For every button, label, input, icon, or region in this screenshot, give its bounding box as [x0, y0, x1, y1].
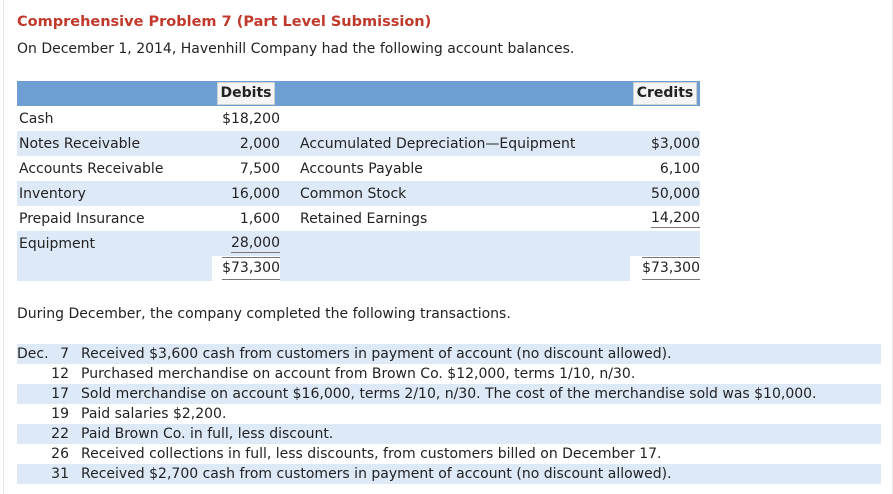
debit-amount: $18,200 [222, 110, 280, 127]
debit-amount: 16,000 [231, 185, 280, 202]
balance-row [17, 206, 700, 231]
transaction-text: Paid Brown Co. in full, less discount. [81, 426, 334, 442]
transaction-row [17, 444, 881, 464]
transaction-day: 19 [51, 406, 69, 422]
transaction-text: Received collections in full, less discounts, from customers billed on December 17. [81, 446, 662, 462]
transaction-row [17, 424, 881, 444]
balance-row [17, 156, 700, 181]
debit-account-name: Accounts Receivable [19, 160, 164, 177]
credit-amount: 14,200 [651, 209, 700, 226]
credit-amount: 6,100 [659, 160, 700, 177]
balance-row [17, 181, 700, 206]
transaction-row [17, 384, 881, 404]
balances-total-row [17, 256, 700, 281]
debit-account-name: Notes Receivable [19, 135, 141, 152]
balances-table [17, 81, 700, 281]
balance-row [17, 131, 700, 156]
transaction-row [17, 364, 881, 384]
transaction-row [17, 464, 881, 484]
transaction-row [17, 404, 881, 424]
credit-account-name: Accounts Payable [300, 160, 423, 177]
transaction-text: Received $2,700 cash from customers in payment of account (no discount allowed). [81, 466, 672, 482]
intro-text: On December 1, 2014, Havenhill Company had the following account balances. [17, 41, 575, 57]
credit-account-name: Common Stock [300, 185, 407, 202]
balance-row [17, 231, 700, 256]
transaction-day: 12 [51, 366, 69, 382]
debit-amount: 7,500 [239, 160, 280, 177]
balance-row [17, 106, 700, 131]
transactions-list [17, 344, 881, 484]
balances-header-row [17, 81, 700, 106]
transaction-day: 31 [51, 466, 69, 482]
debit-account-name: Inventory [19, 185, 86, 202]
transaction-text: Sold merchandise on account $16,000, terms 2/10, n/30. The cost of the merchandise sold was $10,000. [81, 386, 817, 402]
debit-account-name: Cash [19, 110, 54, 127]
transactions-intro: During December, the company completed the following transactions. [17, 306, 511, 322]
transaction-text: Purchased merchandise on account from Brown Co. $12,000, terms 1/10, n/30. [81, 366, 636, 382]
transaction-text: Paid salaries $2,200. [81, 406, 227, 422]
credit-account-name: Accumulated Depreciation—Equipment [300, 135, 576, 152]
debit-amount: 2,000 [239, 135, 280, 152]
transaction-day: 22 [51, 426, 69, 442]
debit-account-name: Prepaid Insurance [19, 210, 145, 227]
credits-header: Credits [633, 82, 698, 105]
credit-total: $73,300 [642, 257, 700, 280]
problem-title: Comprehensive Problem 7 (Part Level Submission) [17, 14, 432, 30]
transaction-day: 17 [51, 386, 69, 402]
transaction-day: 7 [60, 346, 69, 362]
transaction-month: Dec. [17, 346, 49, 362]
debit-amount: 1,600 [239, 210, 280, 227]
credit-account-name: Retained Earnings [300, 210, 428, 227]
transaction-row [17, 344, 881, 364]
debit-total: $73,300 [222, 257, 280, 280]
debit-account-name: Equipment [19, 235, 95, 252]
transaction-day: 26 [51, 446, 69, 462]
credit-amount: $3,000 [651, 135, 700, 152]
transaction-text: Received $3,600 cash from customers in payment of account (no discount allowed). [81, 346, 672, 362]
debit-amount: 28,000 [231, 234, 280, 251]
debits-header: Debits [217, 82, 276, 105]
credit-amount: 50,000 [651, 185, 700, 202]
